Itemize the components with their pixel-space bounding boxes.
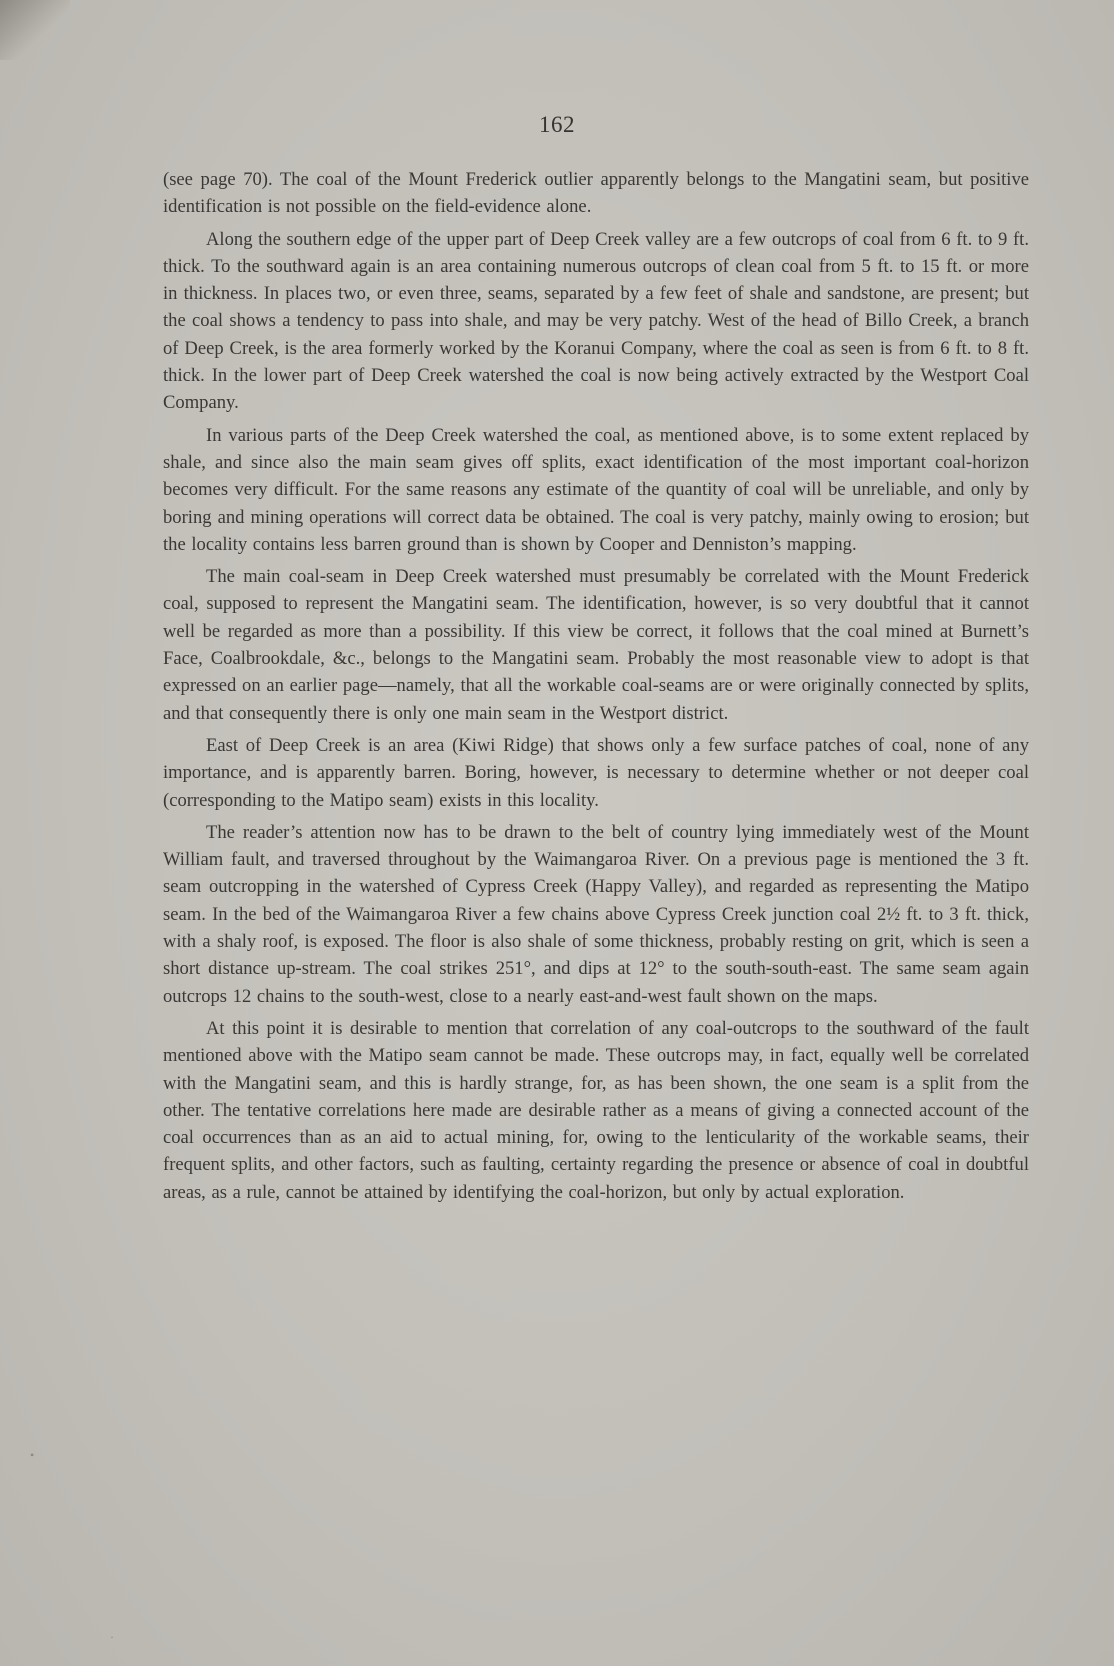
paragraph-4: The main coal-seam in Deep Creek watershed must presumably be correlated with the Mount Frederick coal, supposed to represent the Mangatini seam. The identification, however, is so very doubtful that it cannot well be regarded as more than a possibility. If this view be correct, it follows that the coal mined at Burnett’s Face, Coalbrookdale, &c., belongs to the Mangatini seam. Probably the most reasonable view to adopt is that expressed on an earlier page—namely, that all the workable coal-seams are or were originally connected by splits, and that consequently there is only one main seam in the Westport district. — [163, 566, 1029, 724]
paragraph-3: In various parts of the Deep Creek watershed the coal, as mentioned above, is to some extent replaced by shale, and since also the main seam gives off splits, exact identification of the most important coal-horizon becomes very difficult. For the same reasons any estimate of the quantity of coal will be unreliable, and only by boring and mining operations will correct data be obtained. The coal is very patchy, mainly owing to erosion; but the locality contains less barren ground than is shown by Cooper and Denniston’s mapping. — [163, 424, 1029, 555]
paragraph-6: The reader’s attention now has to be drawn to the belt of country lying immediately west of the Mount William fault, and traversed throughout by the Waimangaroa River. On a previous page is mentioned the 3 ft. seam outcropping in the watershed of Cypress Creek (Happy Valley), and regarded as representing the Matipo seam. In the bed of the Waimangaroa River a few chains above Cypress Creek junction coal 2½ ft. to 3 ft. thick, with a shaly roof, is exposed. The floor is also shale of some thickness, probably resting on grit, which is seen a short distance up-stream. The coal strikes 251°, and dips at 12° to the south-south-east. The same seam again outcrops 12 chains to the south-west, close to a nearly east-and-west fault shown on the maps. — [163, 821, 1029, 1007]
paragraph-7: At this point it is desirable to mention that correlation of any coal-outcrops to the southward of the fault mentioned above with the Matipo seam cannot be made. These outcrops may, in fact, equally well be correlated with the Mangatini seam, and this is hardly strange, for, as has been shown, the one seam is a split from the other. The tentative correlations here made are desirable rather as a means of giving a connected account of the coal occurrences than as an aid to actual mining, for, owing to the lenticularity of the workable seams, their frequent splits, and other factors, such as faulting, certainty regarding the presence or absence of coal in doubtful areas, as a rule, cannot be attained by identifying the coal-horizon, but only by actual exploration. — [163, 1017, 1029, 1203]
page-corner-shadow — [0, 0, 70, 60]
page-number: 162 — [539, 112, 575, 137]
body-text — [163, 166, 1029, 1211]
paragraph-1: (see page 70). The coal of the Mount Frederick outlier apparently belongs to the Mangatini seam, but positive identification is not possible on the field-evidence alone. — [163, 169, 1029, 218]
paper-speck: · — [110, 1630, 114, 1644]
paragraph-5: East of Deep Creek is an area (Kiwi Ridge) that shows only a few surface patches of coal, none of any importance, and is apparently barren. Boring, however, is necessary to determine whether or not deeper coal (corresponding to the Matipo seam) exists in this locality. — [163, 734, 1029, 811]
paper-speck: • — [30, 1448, 35, 1462]
paragraph-2: Along the southern edge of the upper part of Deep Creek valley are a few outcrops of coal from 6 ft. to 9 ft. thick. To the southward again is an area containing numerous outcrops of clean coal from 5 ft. to 15 ft. or more in thickness. In places two, or even three, seams, separated by a few feet of shale and sandstone, are present; but the coal shows a tendency to pass into shale, and may be very patchy. West of the head of Billo Creek, a branch of Deep Creek, is the area formerly worked by the Koranui Company, where the coal as seen is from 6 ft. to 8 ft. thick. In the lower part of Deep Creek watershed the coal is now being actively extracted by the Westport Coal Company. — [163, 228, 1029, 414]
